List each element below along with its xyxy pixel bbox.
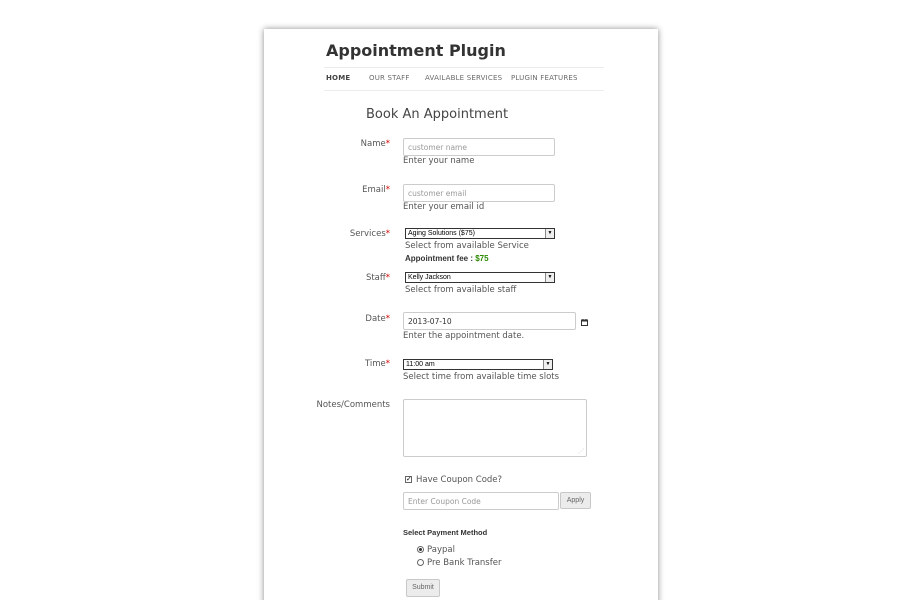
resize-grip-icon[interactable]: ⋰ <box>578 449 584 455</box>
name-input[interactable]: customer name <box>403 138 555 156</box>
payment-option-bank-transfer: Pre Bank Transfer <box>427 558 502 568</box>
form-title: Book An Appointment <box>366 107 509 122</box>
calendar-icon[interactable] <box>581 319 588 326</box>
email-hint: Enter your email id <box>403 202 485 212</box>
notes-label: Notes/Comments <box>316 400 390 410</box>
apply-coupon-button[interactable]: Apply <box>560 492 591 509</box>
nav-available-services[interactable]: AVAILABLE SERVICES <box>425 74 503 82</box>
email-input[interactable]: customer email <box>403 184 555 202</box>
nav-plugin-features[interactable]: PLUGIN FEATURES <box>511 74 578 82</box>
chevron-down-icon: ▼ <box>545 273 554 282</box>
date-label: Date* <box>365 314 390 324</box>
appointment-fee: Appointment fee : $75 <box>405 254 489 263</box>
name-hint: Enter your name <box>403 156 475 166</box>
services-label: Services* <box>349 229 390 239</box>
time-select[interactable]: 11:00 am ▼ <box>403 359 553 370</box>
staff-select[interactable]: Kelly Jackson ▼ <box>405 272 555 283</box>
header-divider <box>324 67 604 68</box>
services-select[interactable]: Aging Solutions ($75) ▼ <box>405 228 555 239</box>
date-hint: Enter the appointment date. <box>403 331 525 341</box>
name-label: Name* <box>360 139 390 149</box>
payment-option-paypal: Paypal <box>427 545 455 555</box>
site-title[interactable]: Appointment Plugin <box>326 41 506 60</box>
notes-textarea[interactable] <box>403 399 587 457</box>
date-input[interactable]: 2013-07-10 <box>403 312 576 330</box>
page-container <box>264 29 658 600</box>
submit-button[interactable]: Submit <box>406 579 440 597</box>
time-label: Time* <box>364 359 390 369</box>
coupon-checkbox-label: Have Coupon Code? <box>416 475 503 485</box>
coupon-input[interactable]: Enter Coupon Code <box>403 492 559 510</box>
services-hint: Select from available Service <box>405 241 529 251</box>
payment-method-heading: Select Payment Method <box>403 528 488 537</box>
nav-our-staff[interactable]: OUR STAFF <box>369 74 410 82</box>
chevron-down-icon: ▼ <box>545 229 554 238</box>
nav-home[interactable]: HOME <box>326 74 351 82</box>
chevron-down-icon: ▼ <box>543 360 552 369</box>
nav-divider <box>324 90 604 91</box>
coupon-checkbox[interactable]: ✓ <box>406 476 412 483</box>
payment-radio-bank-transfer[interactable] <box>417 559 424 566</box>
staff-label: Staff* <box>365 273 390 283</box>
time-hint: Select time from available time slots <box>403 372 560 382</box>
payment-radio-paypal[interactable] <box>417 546 424 553</box>
staff-hint: Select from available staff <box>405 285 517 295</box>
email-label: Email* <box>362 185 390 195</box>
